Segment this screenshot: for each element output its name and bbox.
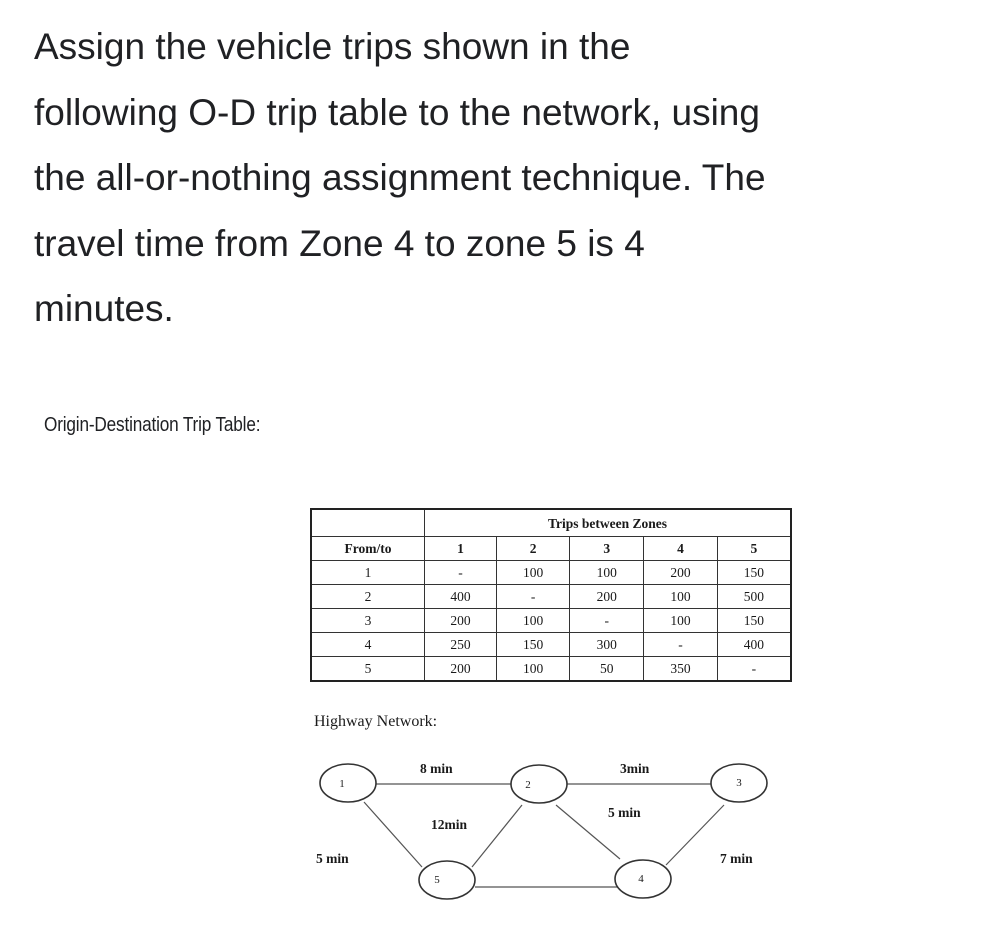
table-cell: 300 — [570, 633, 644, 657]
table-row — [311, 585, 791, 609]
table-cell: 100 — [570, 561, 644, 585]
node-4-label: 4 — [638, 873, 644, 885]
table-cell: 100 — [644, 585, 718, 609]
node-3-label: 3 — [736, 777, 742, 789]
table-cell: 400 — [425, 585, 497, 609]
table-cell: 150 — [496, 633, 570, 657]
table-cell: - — [717, 657, 791, 682]
row-header: 2 — [311, 585, 425, 609]
column-header: 2 — [496, 537, 570, 561]
table-group-header-row — [311, 509, 791, 537]
table-row — [311, 609, 791, 633]
column-header: 1 — [425, 537, 497, 561]
link-label-3-4: 7 min — [720, 851, 753, 866]
table-cell: - — [496, 585, 570, 609]
link-label-2-3: 3min — [620, 761, 650, 776]
table-cell: 200 — [425, 657, 497, 682]
node-5 — [419, 861, 475, 899]
table-cell: - — [570, 609, 644, 633]
link-3-4 — [666, 805, 724, 865]
row-header: 3 — [311, 609, 425, 633]
table-column-header-row — [311, 537, 791, 561]
table-cell: 150 — [717, 609, 791, 633]
link-label-1-5: 5 min — [316, 851, 349, 866]
node-1 — [320, 764, 376, 802]
table-cell: 200 — [425, 609, 497, 633]
row-header: 4 — [311, 633, 425, 657]
table-row — [311, 561, 791, 585]
question-line: Assign the vehicle trips shown in the — [34, 26, 631, 67]
node-1-label: 1 — [339, 778, 345, 790]
od-trip-table — [310, 508, 792, 682]
link-label-2-4: 5 min — [608, 805, 641, 820]
question-line: the all-or-nothing assignment technique. The — [34, 157, 766, 198]
link-1-5 — [364, 802, 422, 867]
column-header: 3 — [570, 537, 644, 561]
table-cell: 50 — [570, 657, 644, 682]
group-header: Trips between Zones — [425, 509, 791, 537]
row-header: 1 — [311, 561, 425, 585]
table-cell: 250 — [425, 633, 497, 657]
question-line: minutes. — [34, 288, 174, 329]
question-line: following O-D trip table to the network, using — [34, 91, 760, 133]
table-cell: - — [425, 561, 497, 585]
table-cell: 100 — [496, 657, 570, 682]
table-cell: - — [644, 633, 718, 657]
table-cell: 500 — [717, 585, 791, 609]
table-cell: 350 — [644, 657, 718, 682]
table-row — [311, 633, 791, 657]
corner-header: From/to — [311, 537, 425, 561]
column-header: 5 — [717, 537, 791, 561]
table-cell: 100 — [496, 561, 570, 585]
node-2-label: 2 — [525, 779, 531, 791]
node-5-label: 5 — [434, 874, 440, 886]
table-cell: 200 — [570, 585, 644, 609]
table-cell: 150 — [717, 561, 791, 585]
table-row — [311, 657, 791, 682]
table-cell: 200 — [644, 561, 718, 585]
network-title: Highway Network: — [314, 713, 438, 730]
question-text — [34, 14, 954, 342]
table-caption: Origin-Destination Trip Table: — [44, 414, 261, 436]
link-2-5 — [472, 805, 522, 867]
highway-network-diagram — [300, 745, 780, 905]
table-cell: 400 — [717, 633, 791, 657]
table-cell: 100 — [644, 609, 718, 633]
row-header: 5 — [311, 657, 425, 682]
question-line: travel time from Zone 4 to zone 5 is 4 — [34, 222, 645, 264]
link-label-2-5: 12min — [431, 817, 468, 832]
table-corner-empty — [311, 509, 425, 537]
column-header: 4 — [644, 537, 718, 561]
node-2 — [511, 765, 567, 803]
table-cell: 100 — [496, 609, 570, 633]
link-label-1-2: 8 min — [420, 761, 453, 776]
